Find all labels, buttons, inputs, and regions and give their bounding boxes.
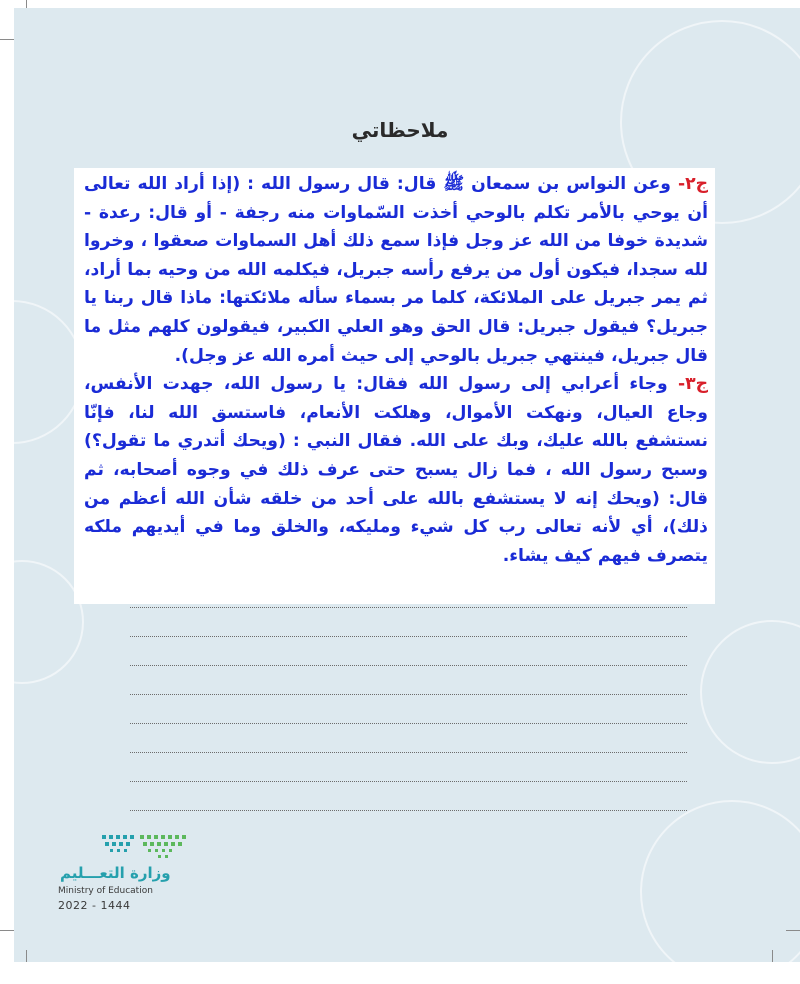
note-line[interactable] (130, 781, 687, 782)
paragraph-text: وعن النواس بن سمعان ﷺ قال: قال رسول الله : (إذا أراد الله تعالى أن يوحي بالأمر تكلم بالوحي أخذت السّماوات منه رجفة - أو قال: رعدة - شديدة خوفا من الله عز وجل فإذا سمع ذلك أهل السماوات صعقوا ، وخروا لله سجدا، فيكون أول من يرفع رأسه جبريل، فيكلمه الله من وحيه بما أراد، ثم يمر جبريل على الملائكة، كلما مر بسماء سأله ملائكتها: ماذا قال ربنا يا جبريل؟ فيقول جبريل: قال الحق وهو العلي الكبير، فيقولون كلهم مثل ما قال جبريل، فينتهي جبريل بالوحي إلى حيث أمره الله عز وجل). (84, 174, 708, 366)
paragraph-text: وجاء أعرابي إلى رسول الله فقال: يا رسول الله، جهدت الأنفس، وجاع العيال، ونهكت الأموال، وهلكت الأنعام، فاستسق الله لنا، فإنّا نستشفع بالله عليك، وبك على الله. فقال النبي : (ويحك أتدري ما تقول؟) وسبح رسول الله ، فما زال يسبح حتى عرف ذلك في وجوه أصحابه، ثم قال: (ويحك إنه لا يستشفع بالله على أحد من خلقه شأن الله أعظم من ذلك)، أي لأنه تعالى رب كل شيء ومليكه، والخلق وما في أيديهم ملكه يتصرف فيهم كيف يشاء. (84, 374, 708, 566)
note-line[interactable] (130, 810, 687, 811)
edition-year: 2022 - 1444 (58, 899, 131, 912)
crop-mark (0, 930, 14, 931)
note-line[interactable] (130, 607, 687, 608)
note-line[interactable] (130, 752, 687, 753)
crop-mark (786, 930, 800, 931)
note-line[interactable] (130, 636, 687, 637)
notes-text (84, 170, 708, 570)
crop-mark (772, 950, 773, 962)
question-number: ج٢- (677, 174, 708, 194)
question-number: ج٣- (677, 374, 708, 395)
paragraph-2 (84, 170, 708, 370)
note-line[interactable] (130, 723, 687, 724)
page-title: ملاحظاتي (351, 118, 449, 142)
crop-mark (26, 950, 27, 962)
crop-mark (26, 0, 27, 8)
ministry-logo-icon (100, 831, 190, 861)
ministry-name-english: Ministry of Education (58, 886, 153, 896)
note-line[interactable] (130, 665, 687, 666)
note-line[interactable] (130, 694, 687, 695)
crop-mark (0, 39, 14, 40)
ministry-name-arabic: وزارة التعـــليم (60, 864, 171, 882)
paragraph-3 (84, 370, 708, 570)
